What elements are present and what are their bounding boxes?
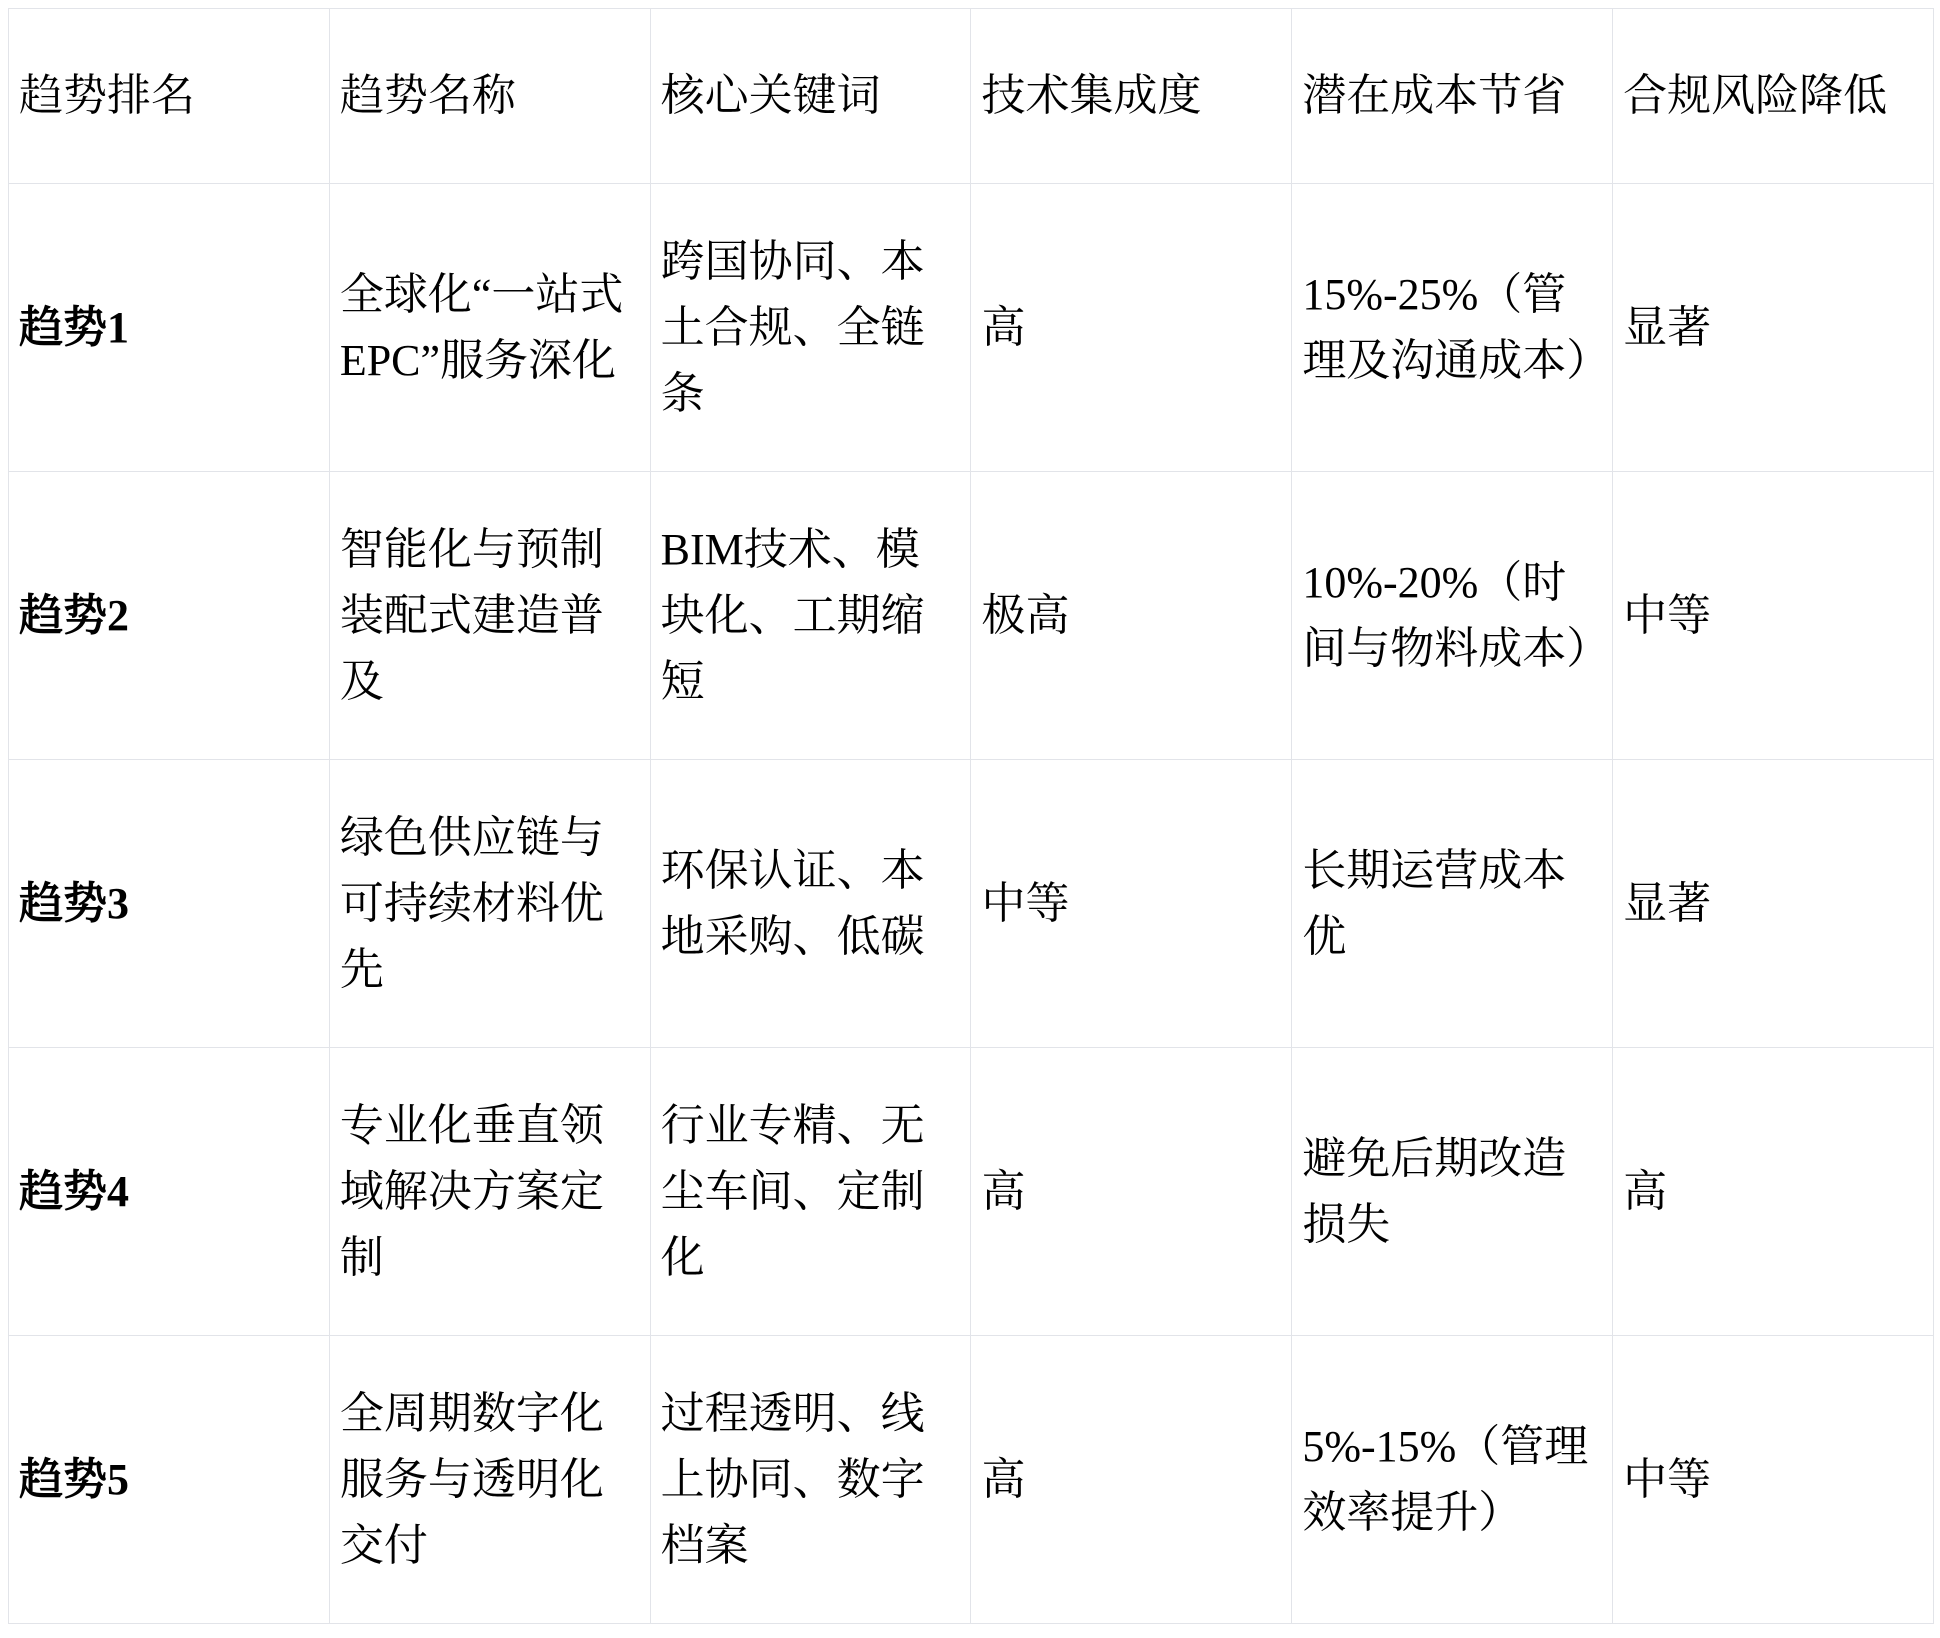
table-row	[9, 184, 1934, 472]
col-header-rank: 趋势排名	[9, 9, 330, 184]
tech-integration-cell: 高	[971, 184, 1292, 472]
keywords-cell: 跨国协同、本土合规、全链条	[650, 184, 971, 472]
keywords-cell: 行业专精、无尘车间、定制化	[650, 1048, 971, 1336]
rank-cell: 趋势2	[9, 472, 330, 760]
name-cell: 绿色供应链与可持续材料优先	[329, 760, 650, 1048]
table-header-row	[9, 9, 1934, 184]
tech-integration-cell: 中等	[971, 760, 1292, 1048]
rank-cell: 趋势4	[9, 1048, 330, 1336]
compliance-risk-cell: 中等	[1613, 472, 1934, 760]
cost-saving-cell: 避免后期改造损失	[1292, 1048, 1613, 1336]
name-cell: 专业化垂直领域解决方案定制	[329, 1048, 650, 1336]
tech-integration-cell: 高	[971, 1048, 1292, 1336]
col-header-compliance-risk: 合规风险降低	[1613, 9, 1934, 184]
keywords-cell: 过程透明、线上协同、数字档案	[650, 1336, 971, 1624]
col-header-keywords: 核心关键词	[650, 9, 971, 184]
trends-table	[8, 8, 1934, 1624]
table-row	[9, 760, 1934, 1048]
tech-integration-cell: 极高	[971, 472, 1292, 760]
cost-saving-cell: 10%-20%（时间与物料成本）	[1292, 472, 1613, 760]
rank-cell: 趋势3	[9, 760, 330, 1048]
compliance-risk-cell: 显著	[1613, 184, 1934, 472]
rank-cell: 趋势1	[9, 184, 330, 472]
col-header-name: 趋势名称	[329, 9, 650, 184]
tech-integration-cell: 高	[971, 1336, 1292, 1624]
name-cell: 智能化与预制装配式建造普及	[329, 472, 650, 760]
keywords-cell: BIM技术、模块化、工期缩短	[650, 472, 971, 760]
table-row	[9, 1048, 1934, 1336]
cost-saving-cell: 5%-15%（管理效率提升）	[1292, 1336, 1613, 1624]
cost-saving-cell: 长期运营成本优	[1292, 760, 1613, 1048]
rank-cell: 趋势5	[9, 1336, 330, 1624]
compliance-risk-cell: 高	[1613, 1048, 1934, 1336]
compliance-risk-cell: 中等	[1613, 1336, 1934, 1624]
table-row	[9, 472, 1934, 760]
col-header-cost-saving: 潜在成本节省	[1292, 9, 1613, 184]
keywords-cell: 环保认证、本地采购、低碳	[650, 760, 971, 1048]
compliance-risk-cell: 显著	[1613, 760, 1934, 1048]
col-header-tech-integration: 技术集成度	[971, 9, 1292, 184]
cost-saving-cell: 15%-25%（管理及沟通成本）	[1292, 184, 1613, 472]
name-cell: 全球化“一站式EPC”服务深化	[329, 184, 650, 472]
name-cell: 全周期数字化服务与透明化交付	[329, 1336, 650, 1624]
table-row	[9, 1336, 1934, 1624]
